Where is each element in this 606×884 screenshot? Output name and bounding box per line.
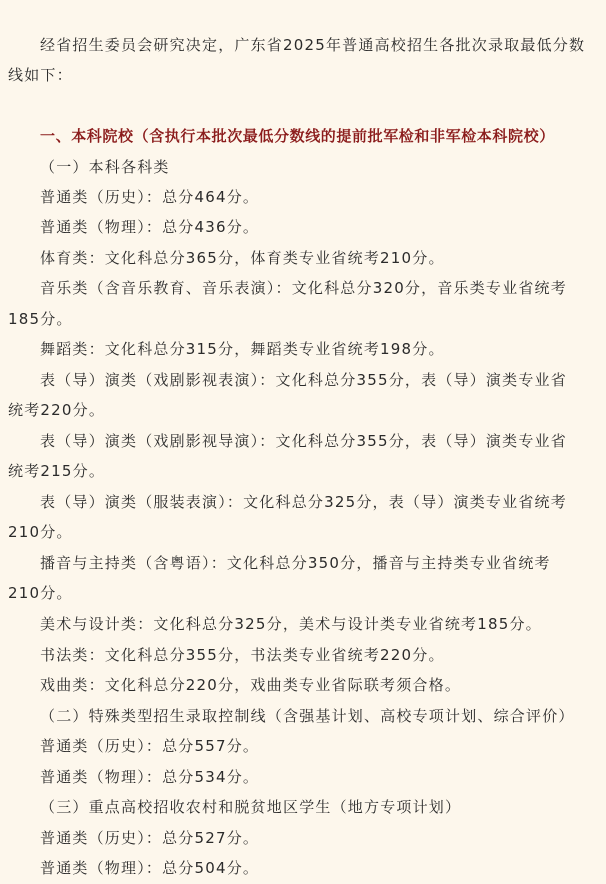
history-score: 普通类（历史）：总分464分。 [40, 188, 260, 206]
section-heading: 一、本科院校（含执行本批次最低分数线的提前批军检和非军检本科院校） [40, 127, 555, 145]
art-design-score: 美术与设计类：文化科总分325分，美术与设计类专业省统考185分。 [40, 615, 542, 633]
music-score-line-2: 185分。 [8, 310, 73, 328]
costume-performance-line-1: 表（导）演类（服装表演）：文化科总分325分，表（导）演类专业省统考 [40, 493, 567, 511]
drama-directing-line-1: 表（导）演类（戏剧影视导演）：文化科总分355分，表（导）演类专业省 [40, 432, 567, 450]
drama-performance-line-2: 统考220分。 [8, 401, 106, 419]
subsection-title-1: （一）本科各科类 [40, 158, 170, 176]
subsection-title-2: （二）特殊类型招生录取控制线（含强基计划、高校专项计划、综合评价） [40, 707, 575, 725]
physics-score: 普通类（物理）：总分436分。 [40, 218, 260, 236]
rural-physics-score: 普通类（物理）：总分504分。 [40, 859, 260, 877]
intro-line-2: 线如下： [8, 66, 73, 84]
dance-score: 舞蹈类：文化科总分315分，舞蹈类专业省统考198分。 [40, 340, 445, 358]
drama-performance-line-1: 表（导）演类（戏剧影视表演）：文化科总分355分，表（导）演类专业省 [40, 371, 567, 389]
broadcast-line-2: 210分。 [8, 584, 73, 602]
special-history-score: 普通类（历史）：总分557分。 [40, 737, 260, 755]
opera-score: 戏曲类：文化科总分220分，戏曲类专业省际联考须合格。 [40, 676, 462, 694]
music-score-line-1: 音乐类（含音乐教育、音乐表演）：文化科总分320分，音乐类专业省统考 [40, 279, 567, 297]
rural-history-score: 普通类（历史）：总分527分。 [40, 829, 260, 847]
subsection-title-3: （三）重点高校招收农村和脱贫地区学生（地方专项计划） [40, 798, 462, 816]
broadcast-line-1: 播音与主持类（含粤语）：文化科总分350分，播音与主持类专业省统考 [40, 554, 551, 572]
intro-line-1: 经省招生委员会研究决定，广东省2025年普通高校招生各批次录取最低分数 [40, 36, 586, 54]
special-physics-score: 普通类（物理）：总分534分。 [40, 768, 260, 786]
calligraphy-score: 书法类：文化科总分355分，书法类专业省统考220分。 [40, 646, 445, 664]
costume-performance-line-2: 210分。 [8, 523, 73, 541]
drama-directing-line-2: 统考215分。 [8, 462, 106, 480]
sports-score: 体育类：文化科总分365分，体育类专业省统考210分。 [40, 249, 445, 267]
